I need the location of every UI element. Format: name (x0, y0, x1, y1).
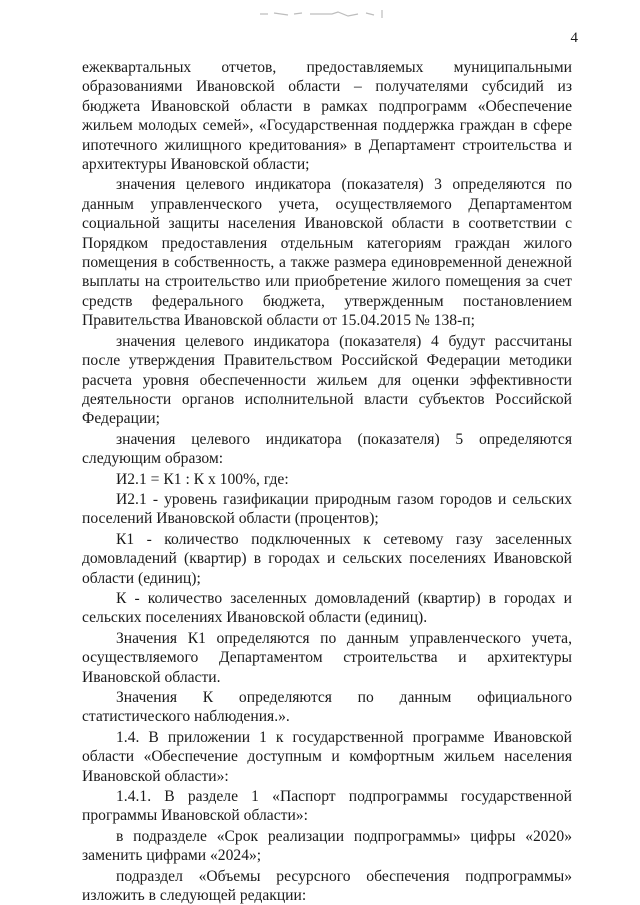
paragraph: подраздел «Объемы ресурсного обеспечения подпрограммы» изложить в следующей редакции: (82, 867, 572, 905)
paragraph: значения целевого индикатора (показателя) 4 будут рассчитаны после утверждения Правительством Российской Федерации методики расчета уровня обеспеченности жильем для оценки эффективности деятельности органов исполнительной власти субъектов Российской Федерации; (82, 332, 572, 428)
paragraph: значения целевого индикатора (показателя) 5 определяются следующим образом: (82, 430, 572, 468)
paragraph: в подразделе «Срок реализации подпрограммы» цифры «2020» заменить цифрами «2024»; (82, 827, 572, 865)
paragraph: 1.4. В приложении 1 к государственной программе Ивановской области «Обеспечение доступным и комфортным жильем населения Ивановской области»: (82, 728, 572, 785)
document-body (82, 58, 572, 905)
page-number: 4 (570, 30, 578, 46)
paragraph: К1 - количество подключенных к сетевому газу заселенных домовладений (квартир) в городах и сельских поселениях Ивановской области (единиц); (82, 530, 572, 587)
paragraph: И2.1 - уровень газификации природным газом городов и сельских поселений Ивановской области (процентов); (82, 490, 572, 528)
paragraph: Значения К1 определяются по данным управленческого учета, осуществляемого Департаментом строительства и архитектуры Ивановской области. (82, 629, 572, 686)
scan-artifact (258, 8, 388, 20)
paragraph: К - количество заселенных домовладений (квартир) в городах и сельских поселениях Ивановской области (единиц). (82, 589, 572, 627)
paragraph: ежеквартальных отчетов, предоставляемых муниципальными образованиями Ивановской области – получателями субсидий из бюджета Ивановской области в рамках подпрограмм «Обеспечение жильем молодых семей», «Государственная поддержка граждан в сфере ипотечного жилищного кредитования» в Департамент строительства и архитектуры Ивановской области; (82, 59, 572, 174)
paragraph: 1.4.1. В разделе 1 «Паспорт подпрограммы государственной программы Ивановской области»: (82, 788, 572, 825)
formula: И2.1 = К1 : К х 100%, где: (116, 470, 289, 488)
paragraph: Значения К определяются по данным официального статистического наблюдения.». (82, 689, 572, 726)
paragraph: значения целевого индикатора (показателя) 3 определяются по данным управленческого учета, осуществляемого Департаментом социальной защиты населения Ивановской области в соответствии с Порядком предоставления отдельным категориям граждан жилого помещения в собственность, а также размера единовременной денежной выплаты на строительство или приобретение жилого помещения за счет средств федерального бюджета, утвержденным постановлением Правительства Ивановской области от 15.04.2015 № 138-п; (82, 176, 572, 330)
